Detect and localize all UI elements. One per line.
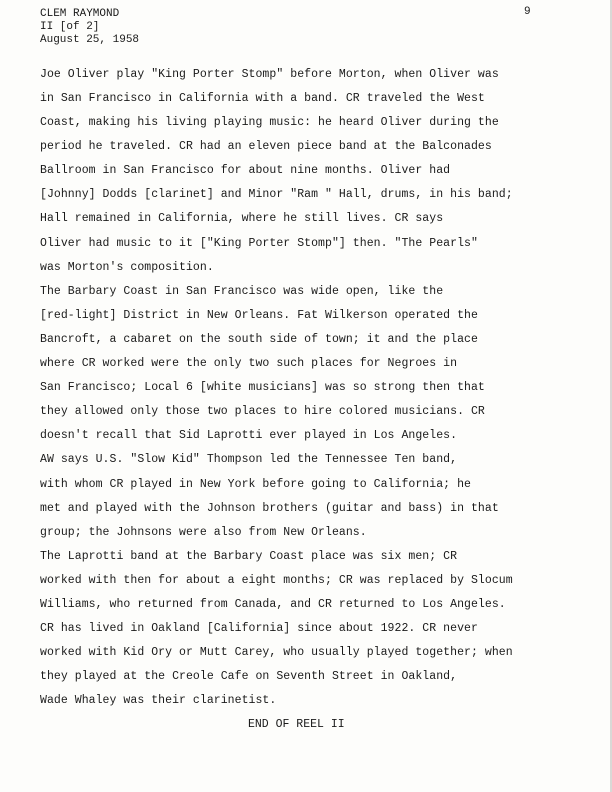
- text-line: met and played with the Johnson brothers (guitar and bass) in that: [40, 502, 499, 515]
- text-line: where CR worked were the only two such places for Negroes in: [40, 357, 458, 370]
- text-line: The Laprotti band at the Barbary Coast place was six men; CR: [40, 550, 458, 563]
- text-line: Williams, who returned from Canada, and CR returned to Los Angeles.: [40, 598, 506, 611]
- text-line: they played at the Creole Cafe on Seventh Street in Oakland,: [40, 670, 458, 683]
- end-of-reel-label: END OF REEL II: [248, 718, 345, 731]
- text-line: The Barbary Coast in San Francisco was wide open, like the: [40, 285, 444, 298]
- text-line: Wade Whaley was their clarinetist.: [40, 694, 277, 707]
- text-line: group; the Johnsons were also from New Orleans.: [40, 526, 367, 539]
- text-line: Hall remained in California, where he still lives. CR says: [40, 212, 444, 225]
- text-line: AW says U.S. "Slow Kid" Thompson led the Tennessee Ten band,: [40, 453, 458, 466]
- header-reel: II [of 2]: [40, 21, 100, 33]
- text-line: Joe Oliver play "King Porter Stomp" before Morton, when Oliver was: [40, 68, 499, 81]
- page-header: [40, 8, 139, 47]
- text-line: worked with Kid Ory or Mutt Carey, who usually played together; when: [40, 646, 513, 659]
- header-date: August 25, 1958: [40, 34, 140, 46]
- text-line: doesn't recall that Sid Laprotti ever played in Los Angeles.: [40, 429, 458, 442]
- text-line: was Morton's composition.: [40, 261, 214, 274]
- text-line: CR has lived in Oakland [California] since about 1922. CR never: [40, 622, 478, 635]
- text-line: Oliver had music to it ["King Porter Stomp"] then. "The Pearls": [40, 237, 478, 250]
- text-line: in San Francisco in California with a band. CR traveled the West: [40, 92, 485, 105]
- text-line: [Johnny] Dodds [clarinet] and Minor "Ram " Hall, drums, in his band;: [40, 188, 513, 201]
- text-line: Coast, making his living playing music: he heard Oliver during the: [40, 116, 499, 129]
- text-line: Bancroft, a cabaret on the south side of town; it and the place: [40, 333, 478, 346]
- text-line: worked with then for about a eight months; CR was replaced by Slocum: [40, 574, 513, 587]
- text-line: [red-light] District in New Orleans. Fat Wilkerson operated the: [40, 309, 478, 322]
- text-line: San Francisco; Local 6 [white musicians] was so strong then that: [40, 381, 485, 394]
- text-line: with whom CR played in New York before going to California; he: [40, 478, 471, 491]
- text-line: they allowed only those two places to hire colored musicians. CR: [40, 405, 485, 418]
- header-name: CLEM RAYMOND: [40, 8, 120, 20]
- text-line: period he traveled. CR had an eleven piece band at the Balconades: [40, 140, 492, 153]
- page-number: 9: [524, 6, 531, 18]
- text-line: Ballroom in San Francisco for about nine months. Oliver had: [40, 164, 451, 177]
